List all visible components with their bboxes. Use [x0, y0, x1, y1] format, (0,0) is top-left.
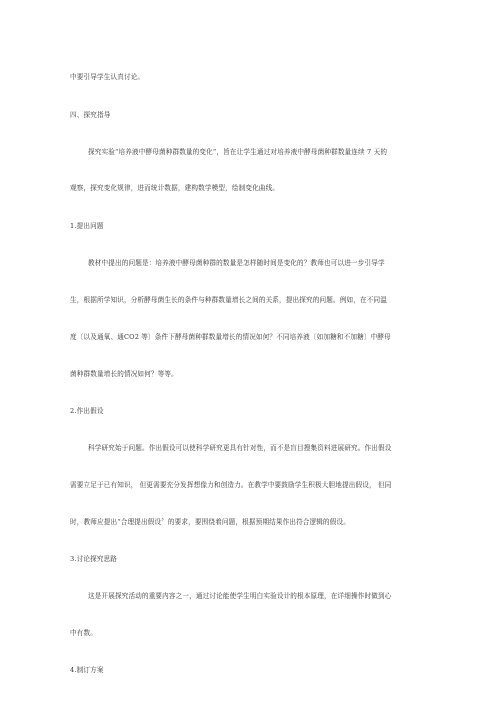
- text-line: 时，教师应提出“合理提出假设〞的要求，要围绕着问题，根据预期结果作出符合逻辑的假设。: [70, 518, 351, 526]
- text-line: 教材中提出的问题是：培养液中酵母菌种群的数量是怎样随时间是变化的？教师也可以进一步引导学: [88, 259, 385, 267]
- text-line: 中有数。: [70, 629, 97, 637]
- text-line: 生，根据所学知识，分析酵母菌生长的条件与种群数量增长之间的关系，提出探究的问题。例如，在不同温: [70, 296, 387, 304]
- text-line: 需要立足于已有知识， 但更需要充分发挥想像力和创造力。在教学中要鼓励学生积极大胆地提出假设， 但同: [70, 481, 392, 489]
- text-line: 观察，探究变化规律，进而统计数据，建构数学模型，绘制变化曲线。: [70, 184, 280, 192]
- text-line: 探究实验“培养液中酵母菌种群数量的变化”，旨在让学生通过对培养液中酵母菌种群数量连续 7 天的: [88, 148, 388, 156]
- text-line: 菌种群数量增长的情况如何？等等。: [70, 370, 178, 378]
- text-line: 这是开展探究活动的重要内容之一，通过讨论能使学生明白实验设计的根本原理，在详细操作时做到心: [88, 592, 392, 600]
- section-heading: 3.讨论探究思路: [70, 555, 118, 563]
- section-heading: 1.提出问题: [70, 222, 104, 230]
- section-heading: 4.制订方案: [70, 666, 104, 674]
- section-heading: 四、探究指导: [70, 111, 111, 119]
- section-heading: 2.作出假设: [70, 407, 104, 415]
- text-line: 科学研究始于问题。作出假设可以使科学研究更具有针对性，而不是盲目搜集资料进展研究。作出假设: [88, 444, 392, 452]
- text-line: 度〔以及通氧、通CO2 等〕条件下酵母菌种群数量增长的情况如何？不同培养液〔如加糖和不加糖〕中酵母: [70, 333, 391, 341]
- text-line: 中要引导学生认真讨论。: [70, 73, 145, 81]
